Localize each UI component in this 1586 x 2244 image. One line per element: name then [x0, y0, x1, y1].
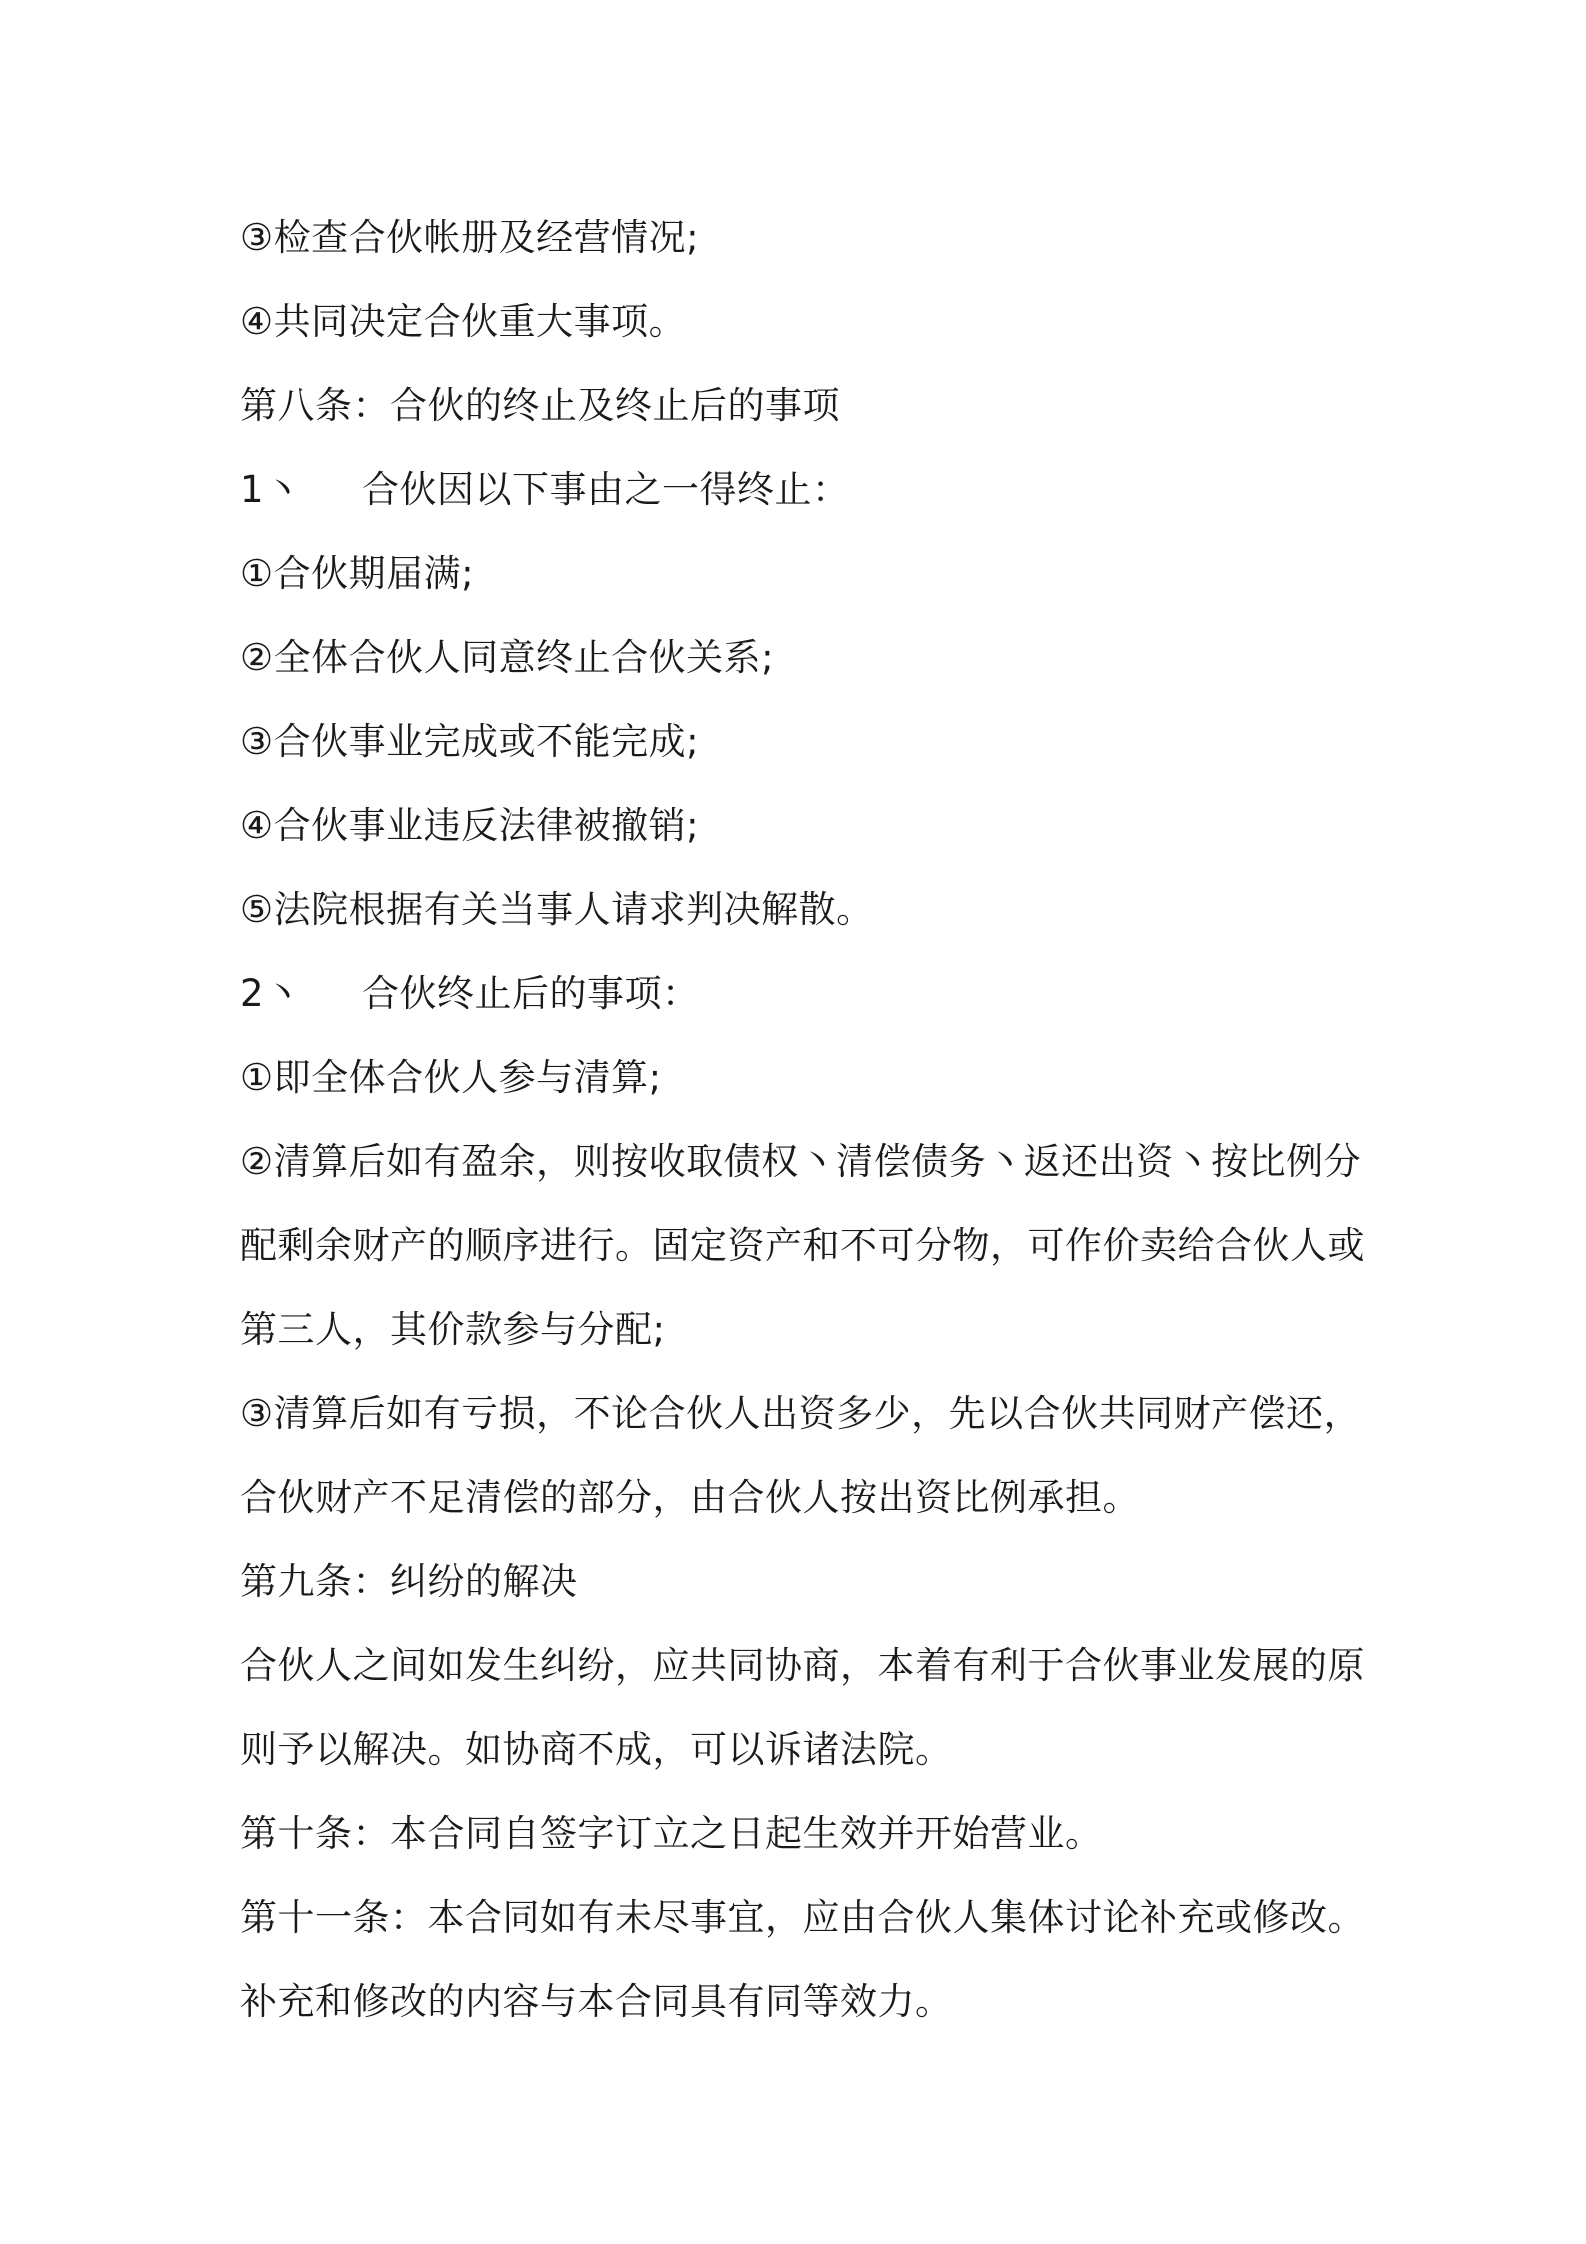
- text-line: ③检查合伙帐册及经营情况;: [240, 216, 700, 259]
- text-line: 配剩余财产的顺序进行。固定资产和不可分物，可作价卖给合伙人或: [240, 1224, 1365, 1267]
- article-heading: 第十一条：本合同如有未尽事宜，应由合伙人集体讨论补充或修改。: [240, 1896, 1365, 1939]
- article-heading: 第八条：合伙的终止及终止后的事项: [240, 384, 840, 427]
- item-text: 合伙因以下事由之一得终止：: [362, 468, 850, 511]
- text-line: 第三人，其价款参与分配;: [240, 1308, 666, 1351]
- text-line: ④共同决定合伙重大事项。: [240, 300, 687, 343]
- text-line: ⑤法院根据有关当事人请求判决解散。: [240, 888, 874, 931]
- article-heading: 第九条：纠纷的解决: [240, 1560, 578, 1603]
- numbered-item: [240, 952, 1360, 1036]
- text-line: 合伙人之间如发生纠纷，应共同协商，本着有利于合伙事业发展的原: [240, 1644, 1365, 1687]
- text-line: ③清算后如有亏损，不论合伙人出资多少，先以合伙共同财产偿还，: [240, 1392, 1362, 1435]
- text-line: ③合伙事业完成或不能完成;: [240, 720, 700, 763]
- text-line: ④合伙事业违反法律被撤销;: [240, 804, 700, 847]
- text-line: ①即全体合伙人参与清算;: [240, 1056, 662, 1099]
- text-line: 则予以解决。如协商不成，可以诉诸法院。: [240, 1728, 953, 1771]
- text-line: ①合伙期届满;: [240, 552, 475, 595]
- item-text: 合伙终止后的事项：: [362, 972, 700, 1015]
- text-line: ②全体合伙人同意终止合伙关系;: [240, 636, 775, 679]
- text-line: ②清算后如有盈余，则按收取债权丶清偿债务丶返还出资丶按比例分: [240, 1140, 1362, 1183]
- item-number: 1丶: [240, 468, 302, 511]
- text-line: 合伙财产不足清偿的部分，由合伙人按出资比例承担。: [240, 1476, 1140, 1519]
- item-number: 2丶: [240, 972, 302, 1015]
- numbered-item: [240, 448, 1360, 532]
- document-body: [240, 196, 1365, 2044]
- text-line: 补充和修改的内容与本合同具有同等效力。: [240, 1980, 953, 2023]
- article-heading: 第十条：本合同自签字订立之日起生效并开始营业。: [240, 1812, 1103, 1855]
